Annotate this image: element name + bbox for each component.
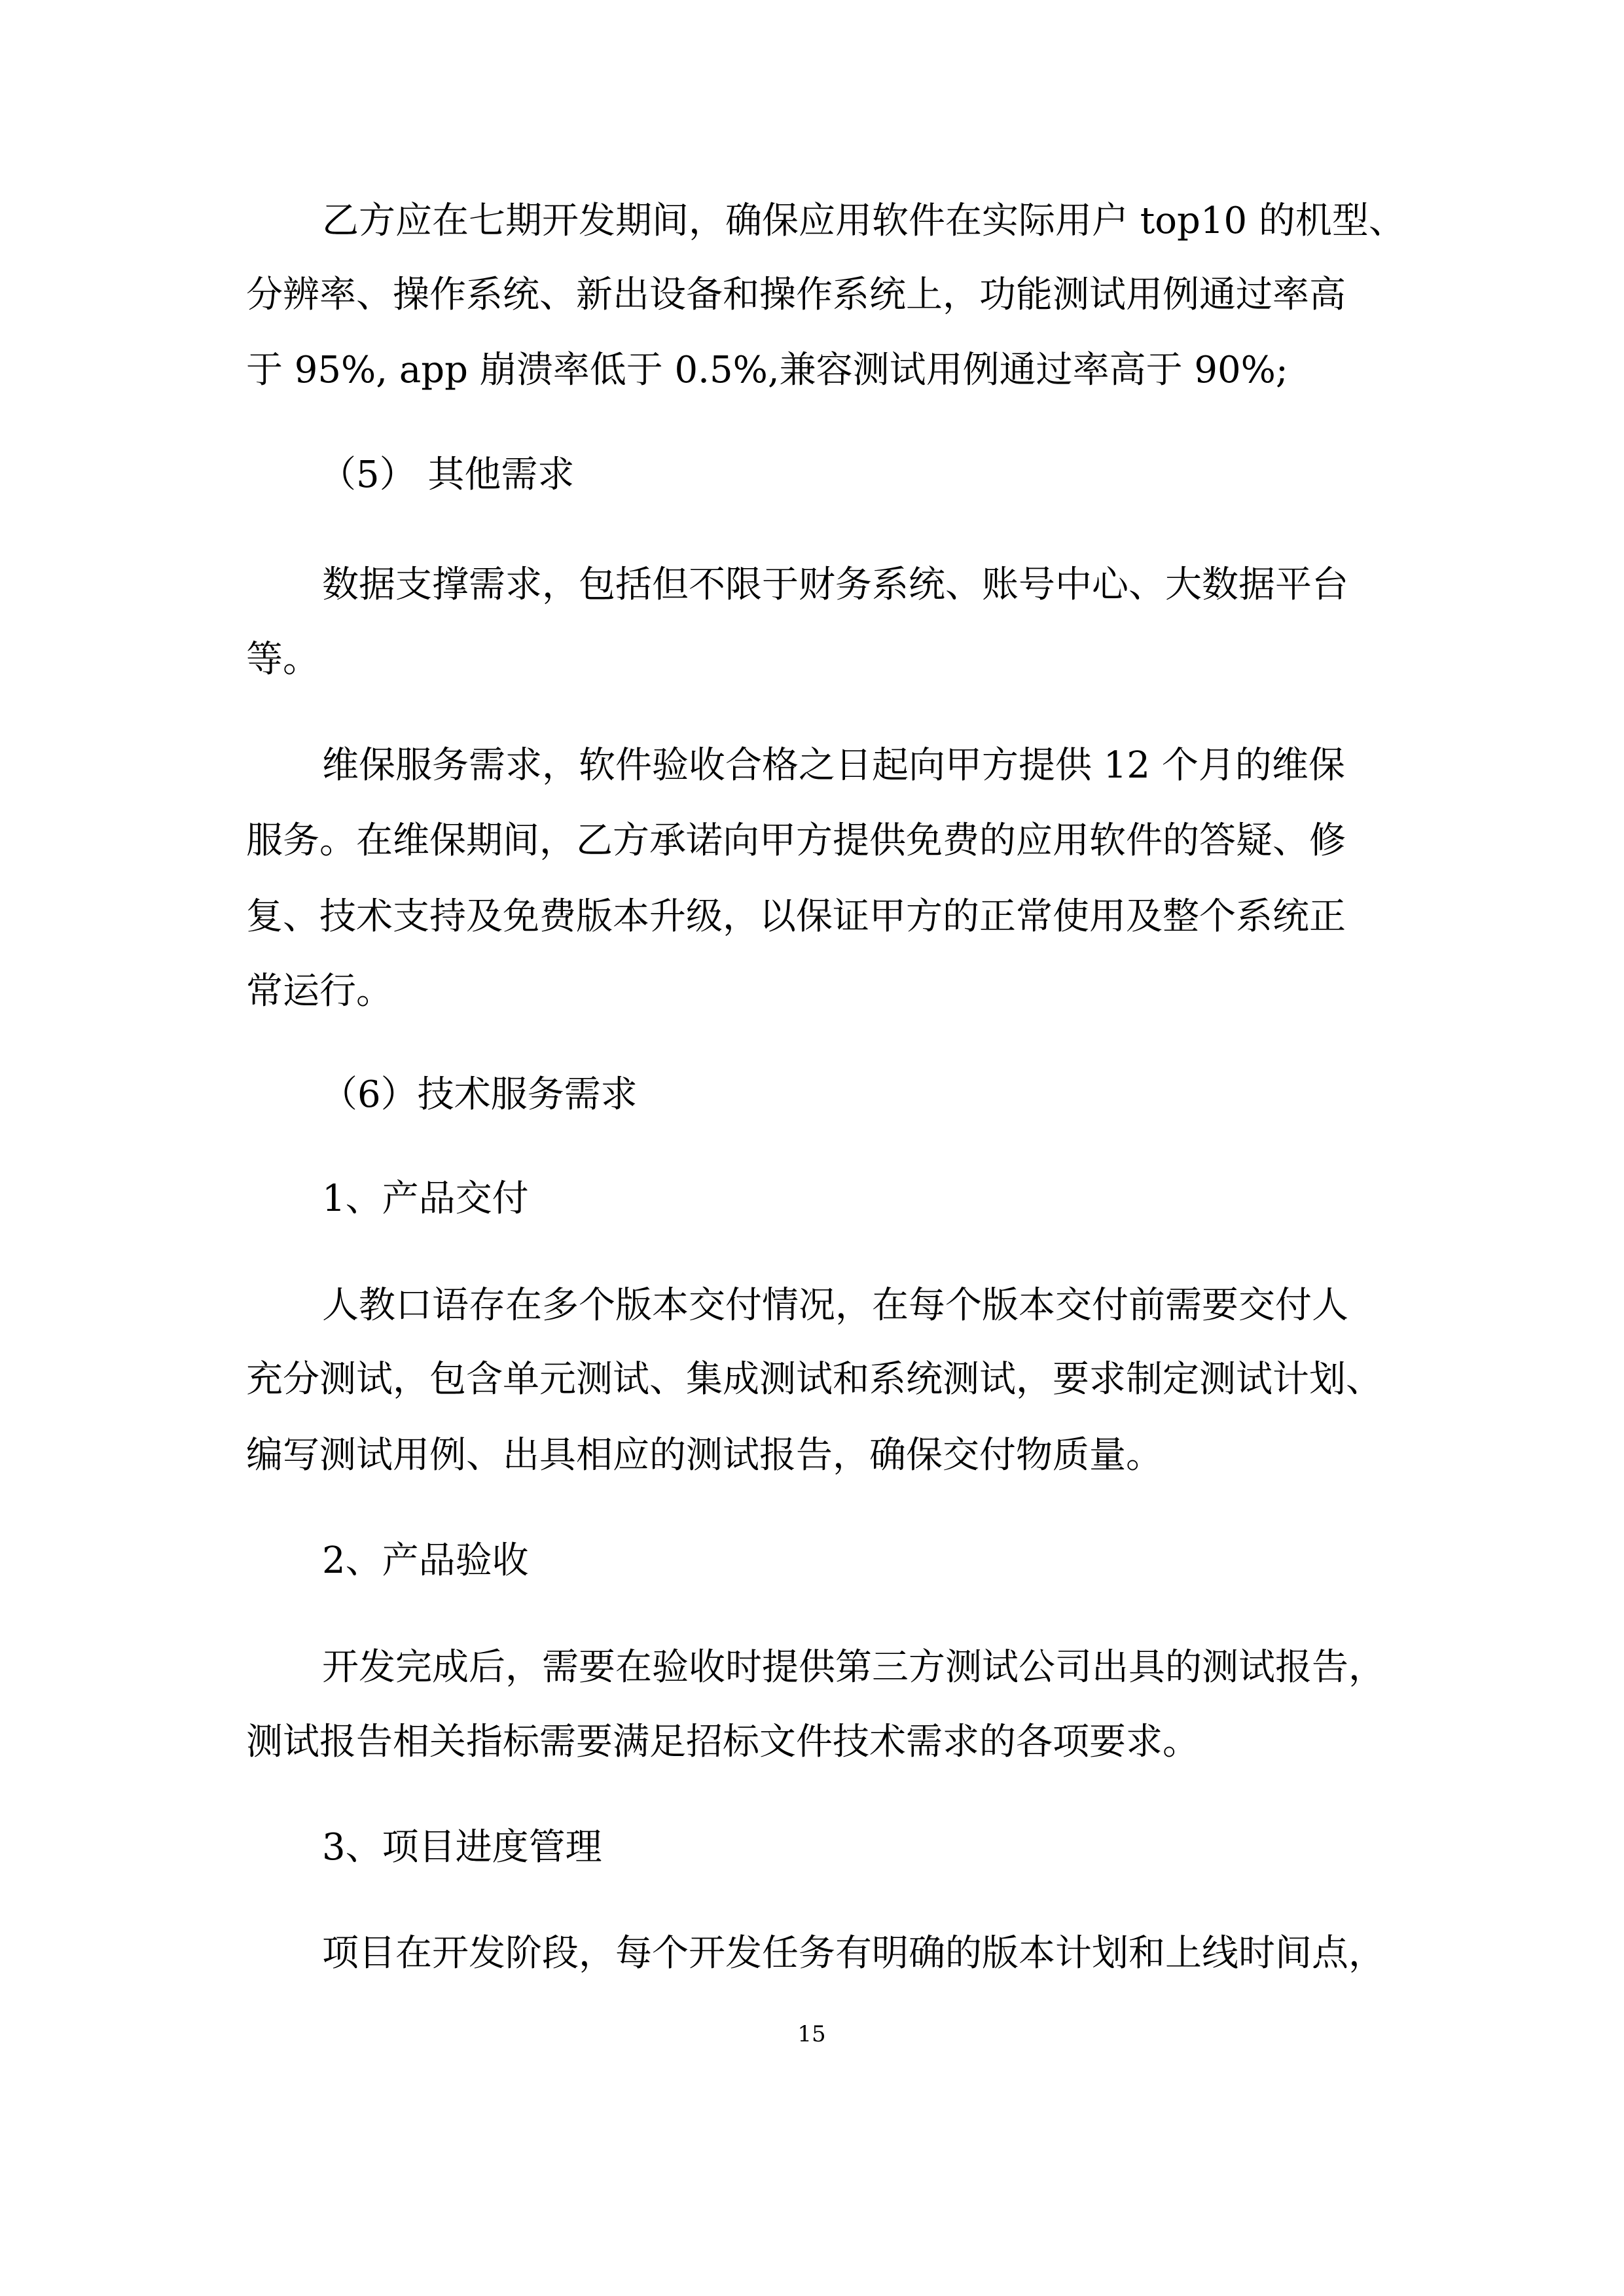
body-text-line: 于 95%, app 崩溃率低于 0.5%,兼容测试用例通过率高于 90%;	[246, 349, 1288, 391]
section-heading: （5） 其他需求	[319, 454, 575, 496]
body-text-line: 分辨率、操作系统、新出设备和操作系统上，功能测试用例通过率高	[246, 274, 1346, 316]
body-text-line: 维保服务需求，软件验收合格之日起向甲方提供 12 个月的维保	[322, 744, 1345, 787]
body-text-line: 数据支撑需求，包括但不限于财务系统、账号中心、大数据平台	[322, 564, 1348, 606]
body-text-line: 编写测试用例、出具相应的测试报告，确保交付物质量。	[246, 1434, 1163, 1477]
section-heading: （6）技术服务需求	[321, 1073, 638, 1116]
body-text-line: 开发完成后，需要在验收时提供第三方测试公司出具的测试报告，	[322, 1646, 1385, 1689]
body-text-line: 乙方应在七期开发期间，确保应用软件在实际用户 top10 的机型、	[322, 200, 1405, 242]
body-text-line: 测试报告相关指标需要满足招标文件技术需求的各项要求。	[246, 1721, 1199, 1763]
body-text-line: 充分测试，包含单元测试、集成测试和系统测试，要求制定测试计划、	[246, 1358, 1382, 1401]
body-text-line: 人教口语存在多个版本交付情况，在每个版本交付前需要交付人	[322, 1284, 1348, 1327]
subsection-heading: 1、产品交付	[322, 1177, 529, 1220]
subsection-heading: 3、项目进度管理	[322, 1826, 602, 1869]
body-text-line: 服务。在维保期间，乙方承诺向甲方提供免费的应用软件的答疑、修	[246, 819, 1346, 862]
body-text-line: 项目在开发阶段，每个开发任务有明确的版本计划和上线时间点，	[322, 1932, 1385, 1975]
body-text-line: 等。	[246, 638, 319, 681]
body-text-line: 复、技术支持及免费版本升级，以保证甲方的正常使用及整个系统正	[246, 895, 1346, 938]
body-text-line: 常运行。	[246, 970, 393, 1013]
page-number: 15	[797, 2021, 826, 2047]
subsection-heading: 2、产品验收	[322, 1539, 529, 1582]
